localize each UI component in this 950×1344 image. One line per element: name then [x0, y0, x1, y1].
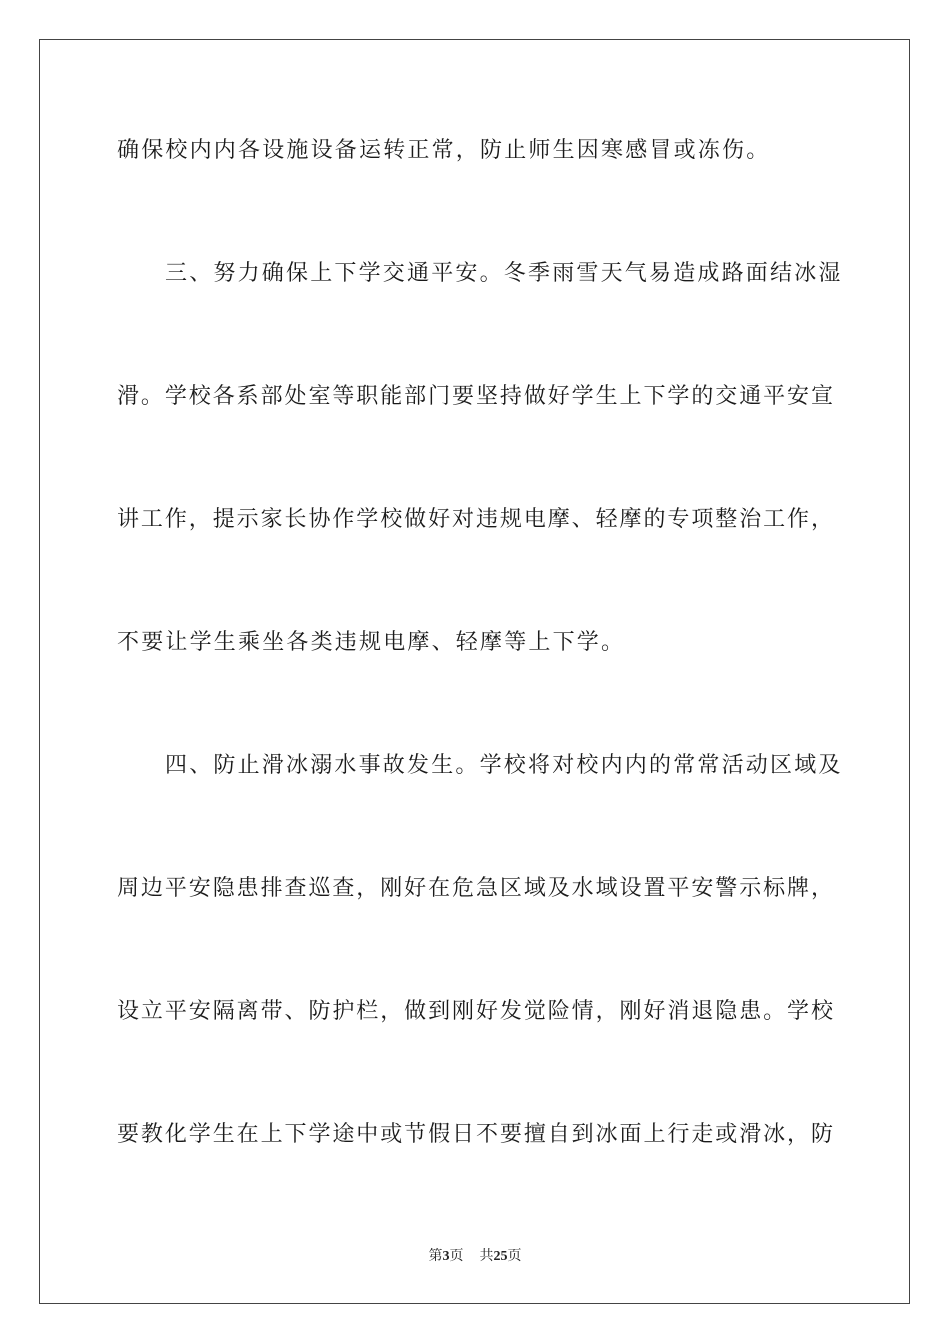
text-line-8: 设立平安隔离带、防护栏，做到刚好发觉险情，刚好消退隐患。学校 [117, 999, 833, 1024]
page-suffix: 页 [449, 1249, 464, 1264]
page-border [39, 39, 910, 1304]
text-line-5: 不要让学生乘坐各类违规电摩、轻摩等上下学。 [117, 630, 626, 655]
text-line-9: 要教化学生在上下学途中或节假日不要擅自到冰面上行走或滑冰，防 [117, 1122, 833, 1147]
text-line-1: 确保校内内各设施设备运转正常，防止师生因寒感冒或冻伤。 [117, 138, 771, 163]
text-line-6: 四、防止滑冰溺水事故发生。学校将对校内内的常常活动区域及 [165, 753, 843, 778]
text-line-2: 三、努力确保上下学交通平安。冬季雨雪天气易造成路面结冰湿 [165, 261, 843, 286]
total-suffix: 页 [507, 1249, 522, 1264]
page-footer [0, 1247, 950, 1267]
page-number: 3 [442, 1249, 450, 1264]
total-prefix: 共 [479, 1249, 494, 1264]
text-line-7: 周边平安隐患排查巡查，刚好在危急区域及水域设置平安警示标牌， [117, 876, 833, 901]
page-prefix: 第 [428, 1249, 443, 1264]
total-pages: 25 [493, 1249, 508, 1264]
text-line-3: 滑。学校各系部处室等职能部门要坚持做好学生上下学的交通平安宣 [117, 384, 833, 409]
text-line-4: 讲工作，提示家长协作学校做好对违规电摩、轻摩的专项整治工作， [117, 507, 833, 532]
